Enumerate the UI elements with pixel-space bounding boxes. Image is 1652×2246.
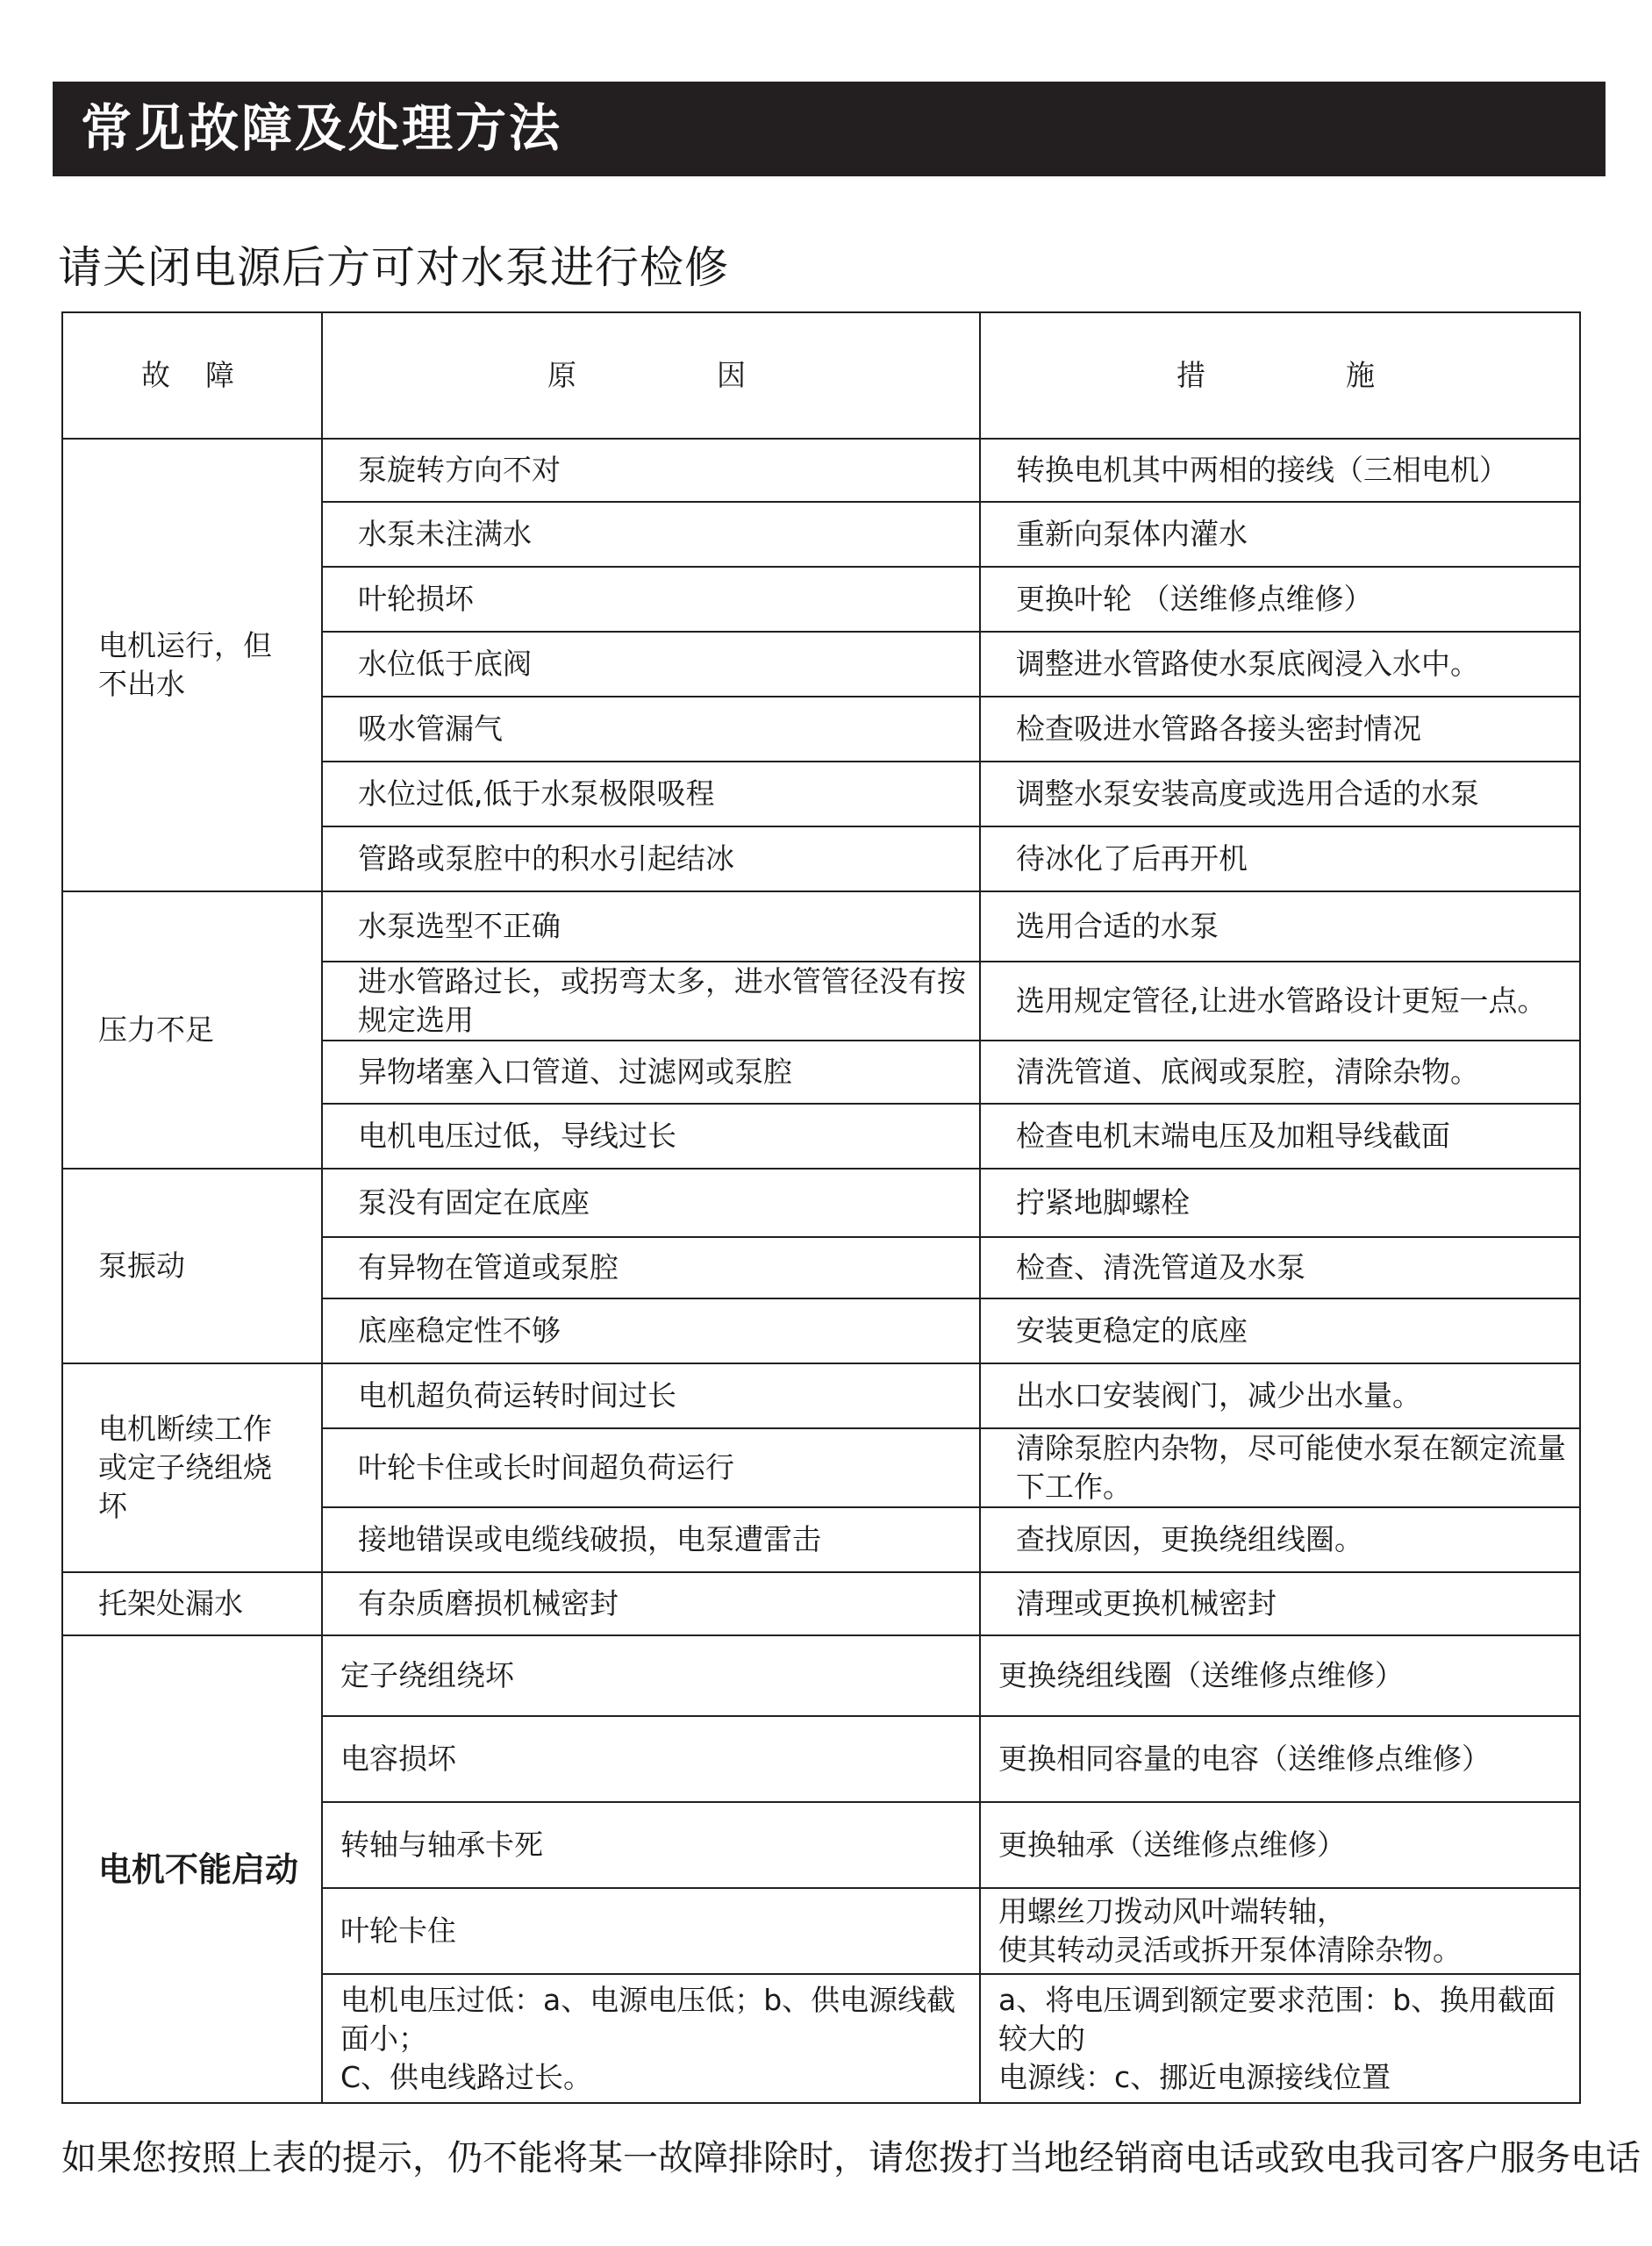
- fault-table-wrapper: [61, 311, 1579, 2094]
- fault-table: [61, 311, 1581, 2104]
- remedy-cell: 检查、清洗管道及水泵: [980, 1237, 1580, 1298]
- column-header-fault: 故 障: [62, 312, 322, 439]
- cause-cell: 管路或泵腔中的积水引起结冰: [322, 826, 980, 891]
- fault-cell: 压力不足: [62, 891, 322, 1169]
- remedy-cell: 拧紧地脚螺栓: [980, 1169, 1580, 1237]
- table-row: [62, 891, 1580, 962]
- fault-cell: 电机断续工作 或定子绕组烧 坏: [62, 1363, 322, 1572]
- fault-cell: 电机运行，但 不出水: [62, 439, 322, 891]
- remedy-cell: 检查吸进水管路各接头密封情况: [980, 697, 1580, 762]
- remedy-cell: 调整水泵安装高度或选用合适的水泵: [980, 762, 1580, 826]
- cause-cell: 有异物在管道或泵腔: [322, 1237, 980, 1298]
- cause-cell: 底座稳定性不够: [322, 1298, 980, 1363]
- column-header-remedy: 措 施: [980, 312, 1580, 439]
- subtitle: 请关闭电源后方可对水泵进行检修: [58, 242, 729, 293]
- cause-cell: 转轴与轴承卡死: [322, 1802, 980, 1888]
- remedy-cell: a、将电压调到额定要求范围：b、换用截面较大的 电源线：c、挪近电源接线位置: [980, 1974, 1580, 2103]
- cause-cell: 水泵未注满水: [322, 502, 980, 567]
- cause-cell: 叶轮卡住: [322, 1888, 980, 1974]
- cause-cell: 电容损坏: [322, 1716, 980, 1802]
- table-row: [62, 439, 1580, 502]
- fault-cell: 电机不能启动: [62, 1635, 322, 2103]
- cause-cell: 定子绕组绕坏: [322, 1635, 980, 1716]
- fault-cell: 泵振动: [62, 1169, 322, 1363]
- cause-cell: 水泵选型不正确: [322, 891, 980, 962]
- cause-cell: 水位过低,低于水泵极限吸程: [322, 762, 980, 826]
- cause-cell: 泵旋转方向不对: [322, 439, 980, 502]
- remedy-cell: 调整进水管路使水泵底阀浸入水中。: [980, 632, 1580, 697]
- cause-cell: 接地错误或电缆线破损，电泵遭雷击: [322, 1507, 980, 1572]
- cause-cell: 吸水管漏气: [322, 697, 980, 762]
- footer-note: 如果您按照上表的提示，仍不能将某一故障排除时，请您拨打当地经销商电话或致电我司客户服务电话: [61, 2138, 1641, 2178]
- remedy-cell: 用螺丝刀拨动风叶端转轴， 使其转动灵活或拆开泵体清除杂物。: [980, 1888, 1580, 1974]
- cause-cell: 水位低于底阀: [322, 632, 980, 697]
- column-header-cause: 原 因: [322, 312, 980, 439]
- remedy-cell: 清理或更换机械密封: [980, 1572, 1580, 1635]
- cause-cell: 电机电压过低，导线过长: [322, 1104, 980, 1169]
- remedy-cell: 查找原因，更换绕组线圈。: [980, 1507, 1580, 1572]
- remedy-cell: 清洗管道、底阀或泵腔，清除杂物。: [980, 1041, 1580, 1104]
- remedy-cell: 检查电机末端电压及加粗导线截面: [980, 1104, 1580, 1169]
- remedy-cell: 待冰化了后再开机: [980, 826, 1580, 891]
- remedy-cell: 选用规定管径,让进水管路设计更短一点。: [980, 962, 1580, 1041]
- remedy-cell: 更换轴承（送维修点维修）: [980, 1802, 1580, 1888]
- table-row: [62, 1169, 1580, 1237]
- cause-cell: 异物堵塞入口管道、过滤网或泵腔: [322, 1041, 980, 1104]
- cause-cell: 电机超负荷运转时间过长: [322, 1363, 980, 1428]
- table-row: [62, 1572, 1580, 1635]
- cause-cell: 泵没有固定在底座: [322, 1169, 980, 1237]
- table-row: [62, 1363, 1580, 1428]
- cause-cell: 叶轮损坏: [322, 567, 980, 632]
- fault-cell: 托架处漏水: [62, 1572, 322, 1635]
- remedy-cell: 出水口安装阀门，减少出水量。: [980, 1363, 1580, 1428]
- remedy-cell: 转换电机其中两相的接线（三相电机）: [980, 439, 1580, 502]
- remedy-cell: 选用合适的水泵: [980, 891, 1580, 962]
- remedy-cell: 更换绕组线圈（送维修点维修）: [980, 1635, 1580, 1716]
- cause-cell: 有杂质磨损机械密封: [322, 1572, 980, 1635]
- table-row: [62, 1635, 1580, 1716]
- remedy-cell: 安装更稳定的底座: [980, 1298, 1580, 1363]
- cause-cell: 叶轮卡住或长时间超负荷运行: [322, 1428, 980, 1507]
- table-header-row: [62, 312, 1580, 439]
- remedy-cell: 重新向泵体内灌水: [980, 502, 1580, 567]
- cause-cell: 进水管路过长，或拐弯太多，进水管管径没有按规定选用: [322, 962, 980, 1041]
- page-title: 常见故障及处理方法: [81, 98, 563, 158]
- remedy-cell: 更换叶轮 （送维修点维修）: [980, 567, 1580, 632]
- remedy-cell: 更换相同容量的电容（送维修点维修）: [980, 1716, 1580, 1802]
- remedy-cell: 清除泵腔内杂物，尽可能使水泵在额定流量下工作。: [980, 1428, 1580, 1507]
- fault-table-body: [62, 312, 1580, 2103]
- cause-cell: 电机电压过低：a、电源电压低；b、供电源线截面小； C、供电线路过长。: [322, 1974, 980, 2103]
